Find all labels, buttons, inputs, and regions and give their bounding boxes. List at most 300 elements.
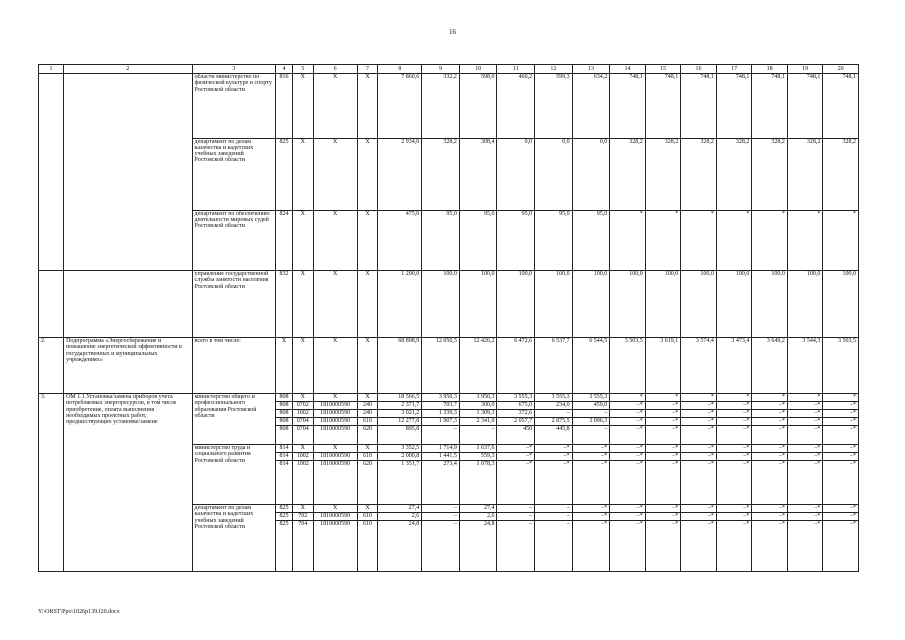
value-cell: –* [752,426,788,445]
name-cell [64,138,192,210]
value-cell: * [716,394,752,402]
value-cell: X [292,210,313,271]
value-cell: 0,0 [535,138,573,210]
value-cell: 328,2 [787,138,823,210]
value-cell: X [313,271,357,338]
executor-cell: управление государственной службы занятости населения Ростовской области [192,271,276,338]
value-cell: X [357,74,378,139]
value-cell: –* [681,513,717,521]
value-cell: X [313,394,357,402]
value-cell: –* [752,505,788,513]
value-cell: 1002 [292,453,313,461]
value-cell: 895,8 [378,426,422,445]
value-cell: 814 [276,461,293,505]
value-cell: * [610,210,646,271]
value-cell: –* [823,445,859,453]
value-cell: X [313,74,357,139]
value-cell: –* [716,505,752,513]
value-cell: 3 473,4 [716,338,752,394]
value-cell: X [292,505,313,513]
row-number-cell [39,210,64,271]
value-cell: –* [535,461,573,505]
column-number: 10 [459,65,497,74]
value-cell: –* [645,505,681,513]
value-cell: X [292,394,313,402]
value-cell: 95,0 [572,210,610,271]
table-row [39,210,859,271]
value-cell: –* [716,513,752,521]
column-number: 3 [192,65,276,74]
column-number: 11 [497,65,535,74]
value-cell: –* [610,505,646,513]
column-number: 7 [357,65,378,74]
value-cell: –* [752,410,788,418]
value-cell: –* [823,505,859,513]
table-row [39,74,859,139]
column-number: 14 [610,65,646,74]
value-cell: 748,1 [681,74,717,139]
value-cell: 12 426,2 [459,338,497,394]
value-cell: 445,8 [535,426,573,445]
value-cell: 2 057,7 [497,418,535,426]
value-cell: X [292,74,313,139]
value-cell: X [313,338,357,394]
value-cell: –* [716,461,752,505]
value-cell: – [535,410,573,418]
column-number: 15 [645,65,681,74]
value-cell: –* [823,410,859,418]
value-cell: –* [681,521,717,572]
value-cell: –* [787,505,823,513]
value-cell: 459,0 [572,402,610,410]
value-cell: 1 339,3 [422,410,460,418]
value-cell: –* [787,453,823,461]
column-number: 17 [716,65,752,74]
value-cell: 816 [276,74,293,139]
executor-cell: министерство труда и социального развития Ростовской области [192,445,276,505]
value-cell: 7 860,6 [378,74,422,139]
value-cell: 273,4 [422,461,460,505]
value-cell: 808 [276,410,293,418]
value-cell: X [357,210,378,271]
value-cell: 3 619,1 [645,338,681,394]
value-cell: – [535,521,573,572]
column-number: 20 [823,65,859,74]
value-cell: 100,0 [572,271,610,338]
value-cell: X [357,445,378,453]
value-cell: –* [610,461,646,505]
value-cell: 814 [276,453,293,461]
value-cell: 3 574,4 [681,338,717,394]
value-cell: 599,3 [535,74,573,139]
value-cell: 610 [357,418,378,426]
column-number: 4 [276,65,293,74]
value-cell: 1 637,6 [459,445,497,453]
value-cell: –* [610,453,646,461]
value-cell: 100,0 [752,271,788,338]
value-cell: 372,6 [497,410,535,418]
value-cell: –* [716,426,752,445]
value-cell: 3 950,3 [422,394,460,402]
value-cell: X [292,271,313,338]
value-cell: 1810000590 [313,453,357,461]
value-cell: 1 351,7 [378,461,422,505]
value-cell: 24,8 [459,521,497,572]
value-cell: 2 000,8 [378,453,422,461]
value-cell: 748,1 [645,74,681,139]
value-cell: 68 898,9 [378,338,422,394]
column-number: 8 [378,65,422,74]
value-cell: 240 [357,402,378,410]
value-cell: 100,0 [681,271,717,338]
value-cell: 3 352,5 [378,445,422,453]
value-cell: 620 [357,426,378,445]
table-row [39,138,859,210]
value-cell: X [357,394,378,402]
value-cell: –* [787,445,823,453]
column-number: 6 [313,65,357,74]
value-cell: 100,0 [610,271,646,338]
value-cell: X [357,138,378,210]
value-cell: X [276,338,293,394]
column-number: 19 [787,65,823,74]
value-cell: – [572,426,610,445]
value-cell: 100,0 [535,271,573,338]
value-cell: 825 [276,138,293,210]
value-cell: * [752,394,788,402]
value-cell: 808 [276,426,293,445]
value-cell: –* [823,461,859,505]
value-cell: – [497,521,535,572]
executor-cell: департамент по делам казачества и кадетских учебных заведений Ростовской области [192,505,276,572]
value-cell: 3 555,3 [497,394,535,402]
value-cell: – [535,505,573,513]
value-cell: 6 544,5 [572,338,610,394]
value-cell: –* [610,445,646,453]
value-cell: 620 [357,461,378,505]
value-cell: –* [752,402,788,410]
value-cell: –* [645,445,681,453]
value-cell: –* [823,521,859,572]
value-cell: X [357,505,378,513]
value-cell: 3 950,3 [459,394,497,402]
value-cell: –* [716,453,752,461]
value-cell: –* [752,445,788,453]
value-cell: 1 441,5 [422,453,460,461]
value-cell: X [292,445,313,453]
value-cell: –* [497,453,535,461]
value-cell: 1810000590 [313,418,357,426]
value-cell: –* [752,453,788,461]
value-cell: * [823,210,859,271]
column-number: 5 [292,65,313,74]
value-cell: 95,0 [459,210,497,271]
value-cell: 3 503,5 [610,338,646,394]
column-number: 2 [64,65,192,74]
value-cell: 808 [276,418,293,426]
value-cell: 598,0 [459,74,497,139]
value-cell: X [292,138,313,210]
row-number-cell [39,74,64,139]
value-cell: 704 [292,521,313,572]
value-cell: X [313,445,357,453]
value-cell: 832 [276,271,293,338]
value-cell: 240 [357,410,378,418]
value-cell: X [357,271,378,338]
value-cell: 610 [357,513,378,521]
value-cell: 2,6 [459,513,497,521]
value-cell: 3 555,3 [572,394,610,402]
column-number: 9 [422,65,460,74]
value-cell: 2 371,7 [378,402,422,410]
value-cell: –* [610,402,646,410]
value-cell: –* [681,453,717,461]
value-cell: 234,0 [535,402,573,410]
column-number: 16 [681,65,717,74]
value-cell: 824 [276,210,293,271]
value-cell: 748,1 [716,74,752,139]
value-cell: 1810000590 [313,402,357,410]
value-cell: –* [610,513,646,521]
row-number-cell: 3. [39,394,64,572]
executor-cell: департамент по делам казачества и кадетских учебных заведений Ростовской области [192,138,276,210]
value-cell: 328,2 [823,138,859,210]
executor-cell: департамент по обеспечению деятельности мировых судей Ростовской области [192,210,276,271]
value-cell: –* [681,505,717,513]
value-cell: 3 503,5 [823,338,859,394]
value-cell: 100,0 [787,271,823,338]
value-cell: 1 907,3 [422,418,460,426]
value-cell: 825 [276,505,293,513]
value-cell: –* [572,453,610,461]
value-cell: 3 555,3 [535,394,573,402]
value-cell: –* [645,513,681,521]
name-cell: Подпрограмма «Энергосбережение и повышение энергетической эффективности в государственных и муниципальных учреждениях» [64,338,192,394]
value-cell: 328,2 [422,138,460,210]
column-number: 12 [535,65,573,74]
value-cell: X [313,210,357,271]
value-cell: 6 537,7 [535,338,573,394]
table-row [39,271,859,338]
page-number: 16 [449,28,456,36]
value-cell: –* [823,418,859,426]
value-cell: 332,2 [422,74,460,139]
table-body [39,65,859,572]
value-cell: –* [497,445,535,453]
value-cell: 610 [357,453,378,461]
value-cell: 1 078,3 [459,461,497,505]
value-cell: 0,0 [572,138,610,210]
footer-path: Y:\ORST\Ppo\1026p139.f20.docx [38,609,120,615]
value-cell: 1810000590 [313,521,357,572]
value-cell: –* [787,402,823,410]
value-cell: 328,2 [645,138,681,210]
value-cell: 808 [276,402,293,410]
value-cell: 748,1 [823,74,859,139]
value-cell: 308,4 [459,138,497,210]
name-cell [64,210,192,271]
value-cell: * [787,394,823,402]
value-cell: 703,7 [422,402,460,410]
value-cell: – [422,426,460,445]
value-cell: 100,0 [716,271,752,338]
value-cell: 95,0 [497,210,535,271]
value-cell: –* [610,410,646,418]
value-cell: –* [681,445,717,453]
value-cell: –* [535,445,573,453]
value-cell: –* [752,521,788,572]
value-cell: 6 472,6 [497,338,535,394]
value-cell: 2 341,0 [459,418,497,426]
value-cell: –* [787,410,823,418]
value-cell: 1 714,9 [422,445,460,453]
value-cell: – [497,513,535,521]
table-row [39,338,859,394]
executor-cell: всего в том числе: [192,338,276,394]
value-cell: 814 [276,445,293,453]
value-cell: 610 [357,521,378,572]
value-cell: 95,0 [422,210,460,271]
value-cell: –* [681,410,717,418]
value-cell: 328,2 [681,138,717,210]
value-cell: 1002 [292,461,313,505]
name-cell [64,74,192,139]
value-cell: –* [645,426,681,445]
value-cell: 1810000590 [313,410,357,418]
value-cell: –* [716,445,752,453]
value-cell: * [823,394,859,402]
value-cell: 475,0 [378,210,422,271]
row-number-cell: 2. [39,338,64,394]
value-cell: 825 [276,513,293,521]
value-cell: –* [681,418,717,426]
value-cell: 328,2 [752,138,788,210]
value-cell: –* [787,513,823,521]
value-cell: 1 200,0 [378,271,422,338]
value-cell: 2 934,0 [378,138,422,210]
value-cell: –* [572,513,610,521]
value-cell: * [716,210,752,271]
column-number: 1 [39,65,64,74]
value-cell: –* [572,521,610,572]
value-cell: 808 [276,394,293,402]
value-cell: 3 544,3 [787,338,823,394]
value-cell: 100,0 [459,271,497,338]
value-cell: 450 [497,426,535,445]
value-cell: 27,4 [378,505,422,513]
value-cell: –* [610,521,646,572]
table-row [39,394,859,402]
value-cell: –* [645,410,681,418]
value-cell: 1810000590 [313,461,357,505]
value-cell: * [752,210,788,271]
value-cell: –* [823,426,859,445]
value-cell: * [610,394,646,402]
value-cell: 675,0 [497,402,535,410]
value-cell: X [357,338,378,394]
value-cell: –* [823,402,859,410]
value-cell: 18 566,5 [378,394,422,402]
value-cell: –* [716,418,752,426]
value-cell: 634,2 [572,74,610,139]
value-cell: –* [716,410,752,418]
value-cell: –* [572,445,610,453]
value-cell: 3 649,2 [752,338,788,394]
value-cell: 12 050,5 [422,338,460,394]
column-number: 13 [572,65,610,74]
value-cell: 328,2 [610,138,646,210]
value-cell: –* [787,418,823,426]
value-cell: 2 875,5 [535,418,573,426]
value-cell: – [459,426,497,445]
value-cell: –* [752,418,788,426]
value-cell: –* [681,402,717,410]
value-cell: –* [645,521,681,572]
value-cell: X [313,138,357,210]
value-cell: 702 [292,513,313,521]
row-number-cell [39,271,64,338]
value-cell: –* [681,426,717,445]
value-cell: –* [610,426,646,445]
value-cell: – [422,521,460,572]
value-cell: * [787,210,823,271]
value-cell: 0704 [292,426,313,445]
value-cell: 100,0 [645,271,681,338]
value-cell: X [313,505,357,513]
value-cell: * [681,394,717,402]
value-cell: 100,0 [497,271,535,338]
value-cell: –* [681,461,717,505]
value-cell: 12 277,8 [378,418,422,426]
value-cell: 748,1 [610,74,646,139]
value-cell: –* [610,418,646,426]
name-cell [64,271,192,338]
value-cell: 748,1 [752,74,788,139]
value-cell: 1810000590 [313,513,357,521]
budget-table [38,64,859,572]
value-cell: 95,0 [535,210,573,271]
value-cell: – [422,513,460,521]
value-cell: –* [572,461,610,505]
value-cell: X [292,338,313,394]
value-cell: 300,0 [459,402,497,410]
value-cell: 1 309,3 [459,410,497,418]
value-cell: –* [645,461,681,505]
value-cell: –* [645,418,681,426]
value-cell: 3 021,2 [378,410,422,418]
value-cell: * [645,394,681,402]
value-cell: –* [497,461,535,505]
value-cell: – [572,410,610,418]
value-cell: 3 096,3 [572,418,610,426]
value-cell: 1002 [292,410,313,418]
value-cell: –* [716,521,752,572]
value-cell: –* [752,513,788,521]
value-cell: –* [823,513,859,521]
column-number: 18 [752,65,788,74]
value-cell: 2,6 [378,513,422,521]
value-cell: –* [787,461,823,505]
value-cell: 559,3 [459,453,497,461]
name-cell: ОМ 1.1.Установка/замена приборов учета потребляемых энергоресурсов, в том числе приобретение, оплата выполнения необходимых проектных работ, предшествующих установке/замене [64,394,192,572]
value-cell: * [681,210,717,271]
value-cell: –* [645,453,681,461]
value-cell: –* [823,453,859,461]
executor-cell: области министерство по физической культуре и спорту Ростовской области [192,74,276,139]
value-cell: – [497,505,535,513]
value-cell: 27,4 [459,505,497,513]
value-cell: –* [645,402,681,410]
